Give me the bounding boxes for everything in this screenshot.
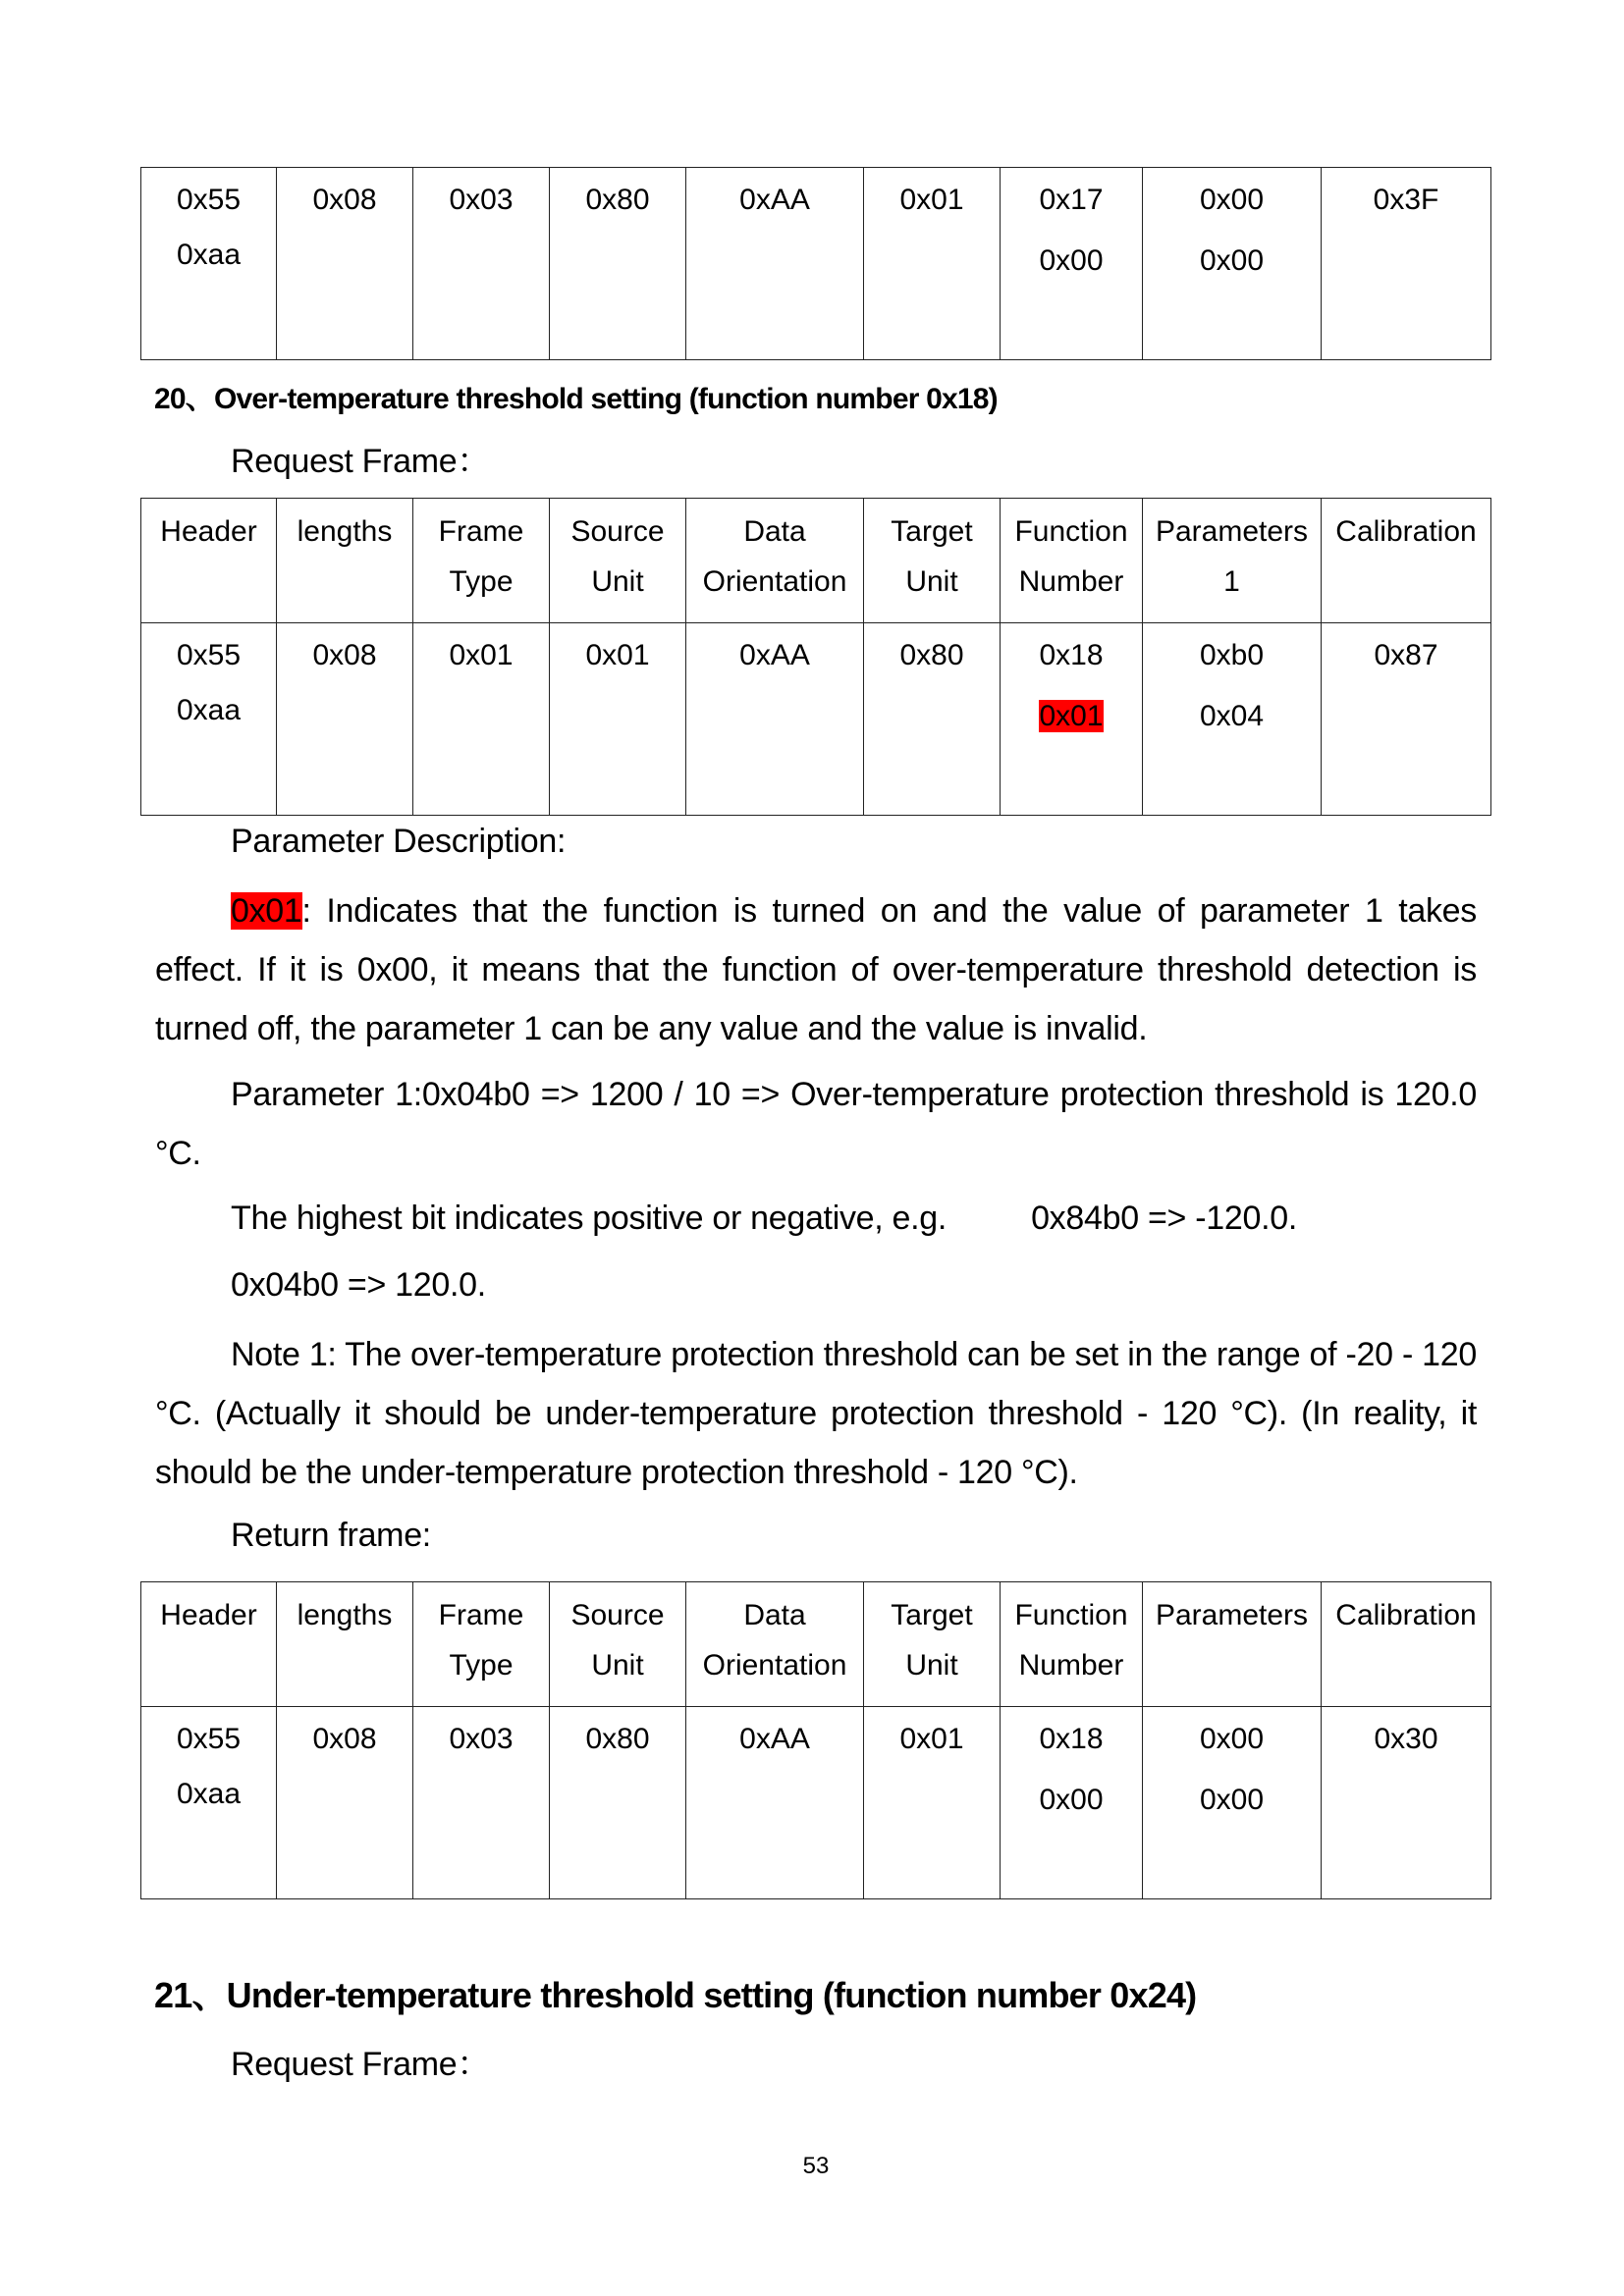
cell-function-number [1001,168,1143,360]
table-row [141,168,1491,360]
cell-frame-type [413,1707,550,1899]
cell-value: 0x3F [1373,184,1439,216]
header-text: Function [1014,515,1128,548]
cell-function-number [1001,1707,1143,1899]
parameter-1-description: Parameter 1:0x04b0 => 1200 / 10 => Over-temperature protection threshold is 120.0 °C. [155,1076,1477,1172]
cell-data-orientation [686,168,864,360]
cell-value: 0xaa [176,239,242,271]
enable-flag-description [155,881,1477,1058]
request-frame-table [140,498,1491,816]
header-text: Parameters [1155,1599,1309,1631]
highest-bit-note [231,1200,1297,1238]
header-text: Unit [591,565,644,598]
column-header [1322,499,1491,623]
cell-value: 0x55 [176,639,242,671]
column-header [1322,1582,1491,1707]
cell-value: 0x80 [585,1723,650,1755]
cell-value: 0x18 [1039,639,1104,671]
cell-header [141,1707,277,1899]
cell-source-unit [550,623,686,816]
highest-bit-text: The highest bit indicates positive or negative, e.g. [231,1200,947,1237]
section-heading-20: 20、Over-temperature threshold setting (function number 0x18) [154,383,998,415]
column-header [1143,1582,1322,1707]
cell-value: 0x04 [1199,700,1265,732]
cell-value: 0x00 [1039,244,1104,277]
return-frame-table [140,1581,1491,1899]
column-header [413,499,550,623]
header-text: Unit [905,1649,958,1682]
column-header [277,1582,413,1707]
cell-calibration [1322,168,1491,360]
header-text: lengths [297,1599,393,1631]
cell-value: 0xAA [739,184,810,216]
request-frame-label: Request Frame： [231,443,491,480]
cell-value: 0xb0 [1199,639,1265,671]
column-header [550,1582,686,1707]
cell-target-unit [864,168,1001,360]
cell-value: 0x55 [176,1723,242,1755]
cell-value: 0x00 [1199,1784,1265,1816]
cell-value: 0x87 [1374,639,1438,671]
column-header [141,1582,277,1707]
cell-value: 0x03 [449,1723,514,1755]
cell-value: 0x08 [312,639,377,671]
cell-value: 0x01 [899,1723,964,1755]
cell-frame-type [413,168,550,360]
cell-value: 0x01 [899,184,964,216]
cell-value: 0x00 [1199,184,1265,216]
header-text: 1 [1223,565,1240,598]
positive-example: 0x04b0 => 120.0. [231,1266,486,1304]
cell-value: 0x08 [312,1723,377,1755]
header-text: Orientation [702,1649,847,1682]
cell-source-unit [550,168,686,360]
header-text: Header [160,515,257,548]
cell-calibration [1322,623,1491,816]
header-text: Orientation [702,565,847,598]
cell-value: 0x80 [899,639,964,671]
header-text: Function [1014,1599,1128,1631]
cell-target-unit [864,623,1001,816]
cell-parameters [1143,1707,1322,1899]
parameter-description-label: Parameter Description: [231,823,567,860]
header-text: Data [743,515,806,548]
description-text: : Indicates that the function is turned on and the value of parameter 1 takes effect. If it is 0x00, it means that the function of over-temperature threshold detection is turned off, the parameter 1 can be any value and the value is invalid. [155,892,1477,1047]
cell-parameters [1143,623,1322,816]
return-frame-label: Return frame: [231,1517,431,1554]
cell-value: 0x80 [585,184,650,216]
cell-value: 0xAA [739,639,810,671]
cell-lengths [277,168,413,360]
column-header [277,499,413,623]
column-header [1001,1582,1143,1707]
cell-value: 0x03 [449,184,514,216]
negative-example: 0x84b0 => -120.0. [1031,1200,1297,1237]
cell-value: 0x01 [449,639,514,671]
table-row [141,1707,1491,1899]
header-text: Source [570,515,665,548]
column-header [550,499,686,623]
header-text: Frame [438,515,524,548]
cell-value: 0x30 [1374,1723,1438,1755]
header-text: Unit [905,565,958,598]
column-header [864,1582,1001,1707]
header-text: Calibration [1335,515,1477,548]
table-header-row [141,499,1491,623]
cell-lengths [277,623,413,816]
table-header-row [141,1582,1491,1707]
header-text: Type [449,1649,514,1682]
section-heading-21: 21、Under-temperature threshold setting (function number 0x24) [154,1975,1197,2015]
cell-data-orientation [686,623,864,816]
cell-value: 0xaa [176,694,242,726]
cell-header [141,168,277,360]
cell-value: 0x00 [1199,1723,1265,1755]
header-text: Unit [591,1649,644,1682]
header-text: Calibration [1335,1599,1477,1631]
cell-parameters [1143,168,1322,360]
header-text: Parameters [1155,515,1309,548]
cell-value: 0x01 [585,639,650,671]
column-header [413,1582,550,1707]
cell-value: 0x08 [312,184,377,216]
table-row [141,623,1491,816]
column-header [686,499,864,623]
request-frame-label-21: Request Frame： [231,2046,491,2083]
header-text: Number [1018,565,1124,598]
header-text: Header [160,1599,257,1631]
cell-lengths [277,1707,413,1899]
page-number: 53 [802,2153,830,2179]
highlighted-enable-flag: 0x01 [231,892,302,930]
header-text: lengths [297,515,393,548]
cell-target-unit [864,1707,1001,1899]
column-header [686,1582,864,1707]
column-header [1143,499,1322,623]
header-text: Data [743,1599,806,1631]
cell-value: 0xAA [739,1723,810,1755]
cell-function-number [1001,623,1143,816]
cell-value: 0x17 [1039,184,1104,216]
header-text: Target [891,1599,973,1631]
cell-value: 0xaa [176,1778,242,1810]
header-text: Type [449,565,514,598]
cell-data-orientation [686,1707,864,1899]
continued-frame-table [140,167,1491,360]
cell-frame-type [413,623,550,816]
header-text: Source [570,1599,665,1631]
header-text: Target [891,515,973,548]
cell-value: 0x00 [1039,1784,1104,1816]
cell-calibration [1322,1707,1491,1899]
cell-source-unit [550,1707,686,1899]
header-text: Number [1018,1649,1124,1682]
column-header [141,499,277,623]
note-1: Note 1: The over-temperature protection threshold can be set in the range of -20 - 120 °C. (Actually it should be under-temperature protection threshold - 120 °C). (In reality, it should be the under-temperature protection threshold - 120 °C). [155,1336,1477,1491]
highlighted-enable-flag: 0x01 [1039,700,1104,732]
cell-value: 0x00 [1199,244,1265,277]
cell-value: 0x55 [176,184,242,216]
cell-value: 0x18 [1039,1723,1104,1755]
header-text: Frame [438,1599,524,1631]
column-header [864,499,1001,623]
cell-header [141,623,277,816]
column-header [1001,499,1143,623]
